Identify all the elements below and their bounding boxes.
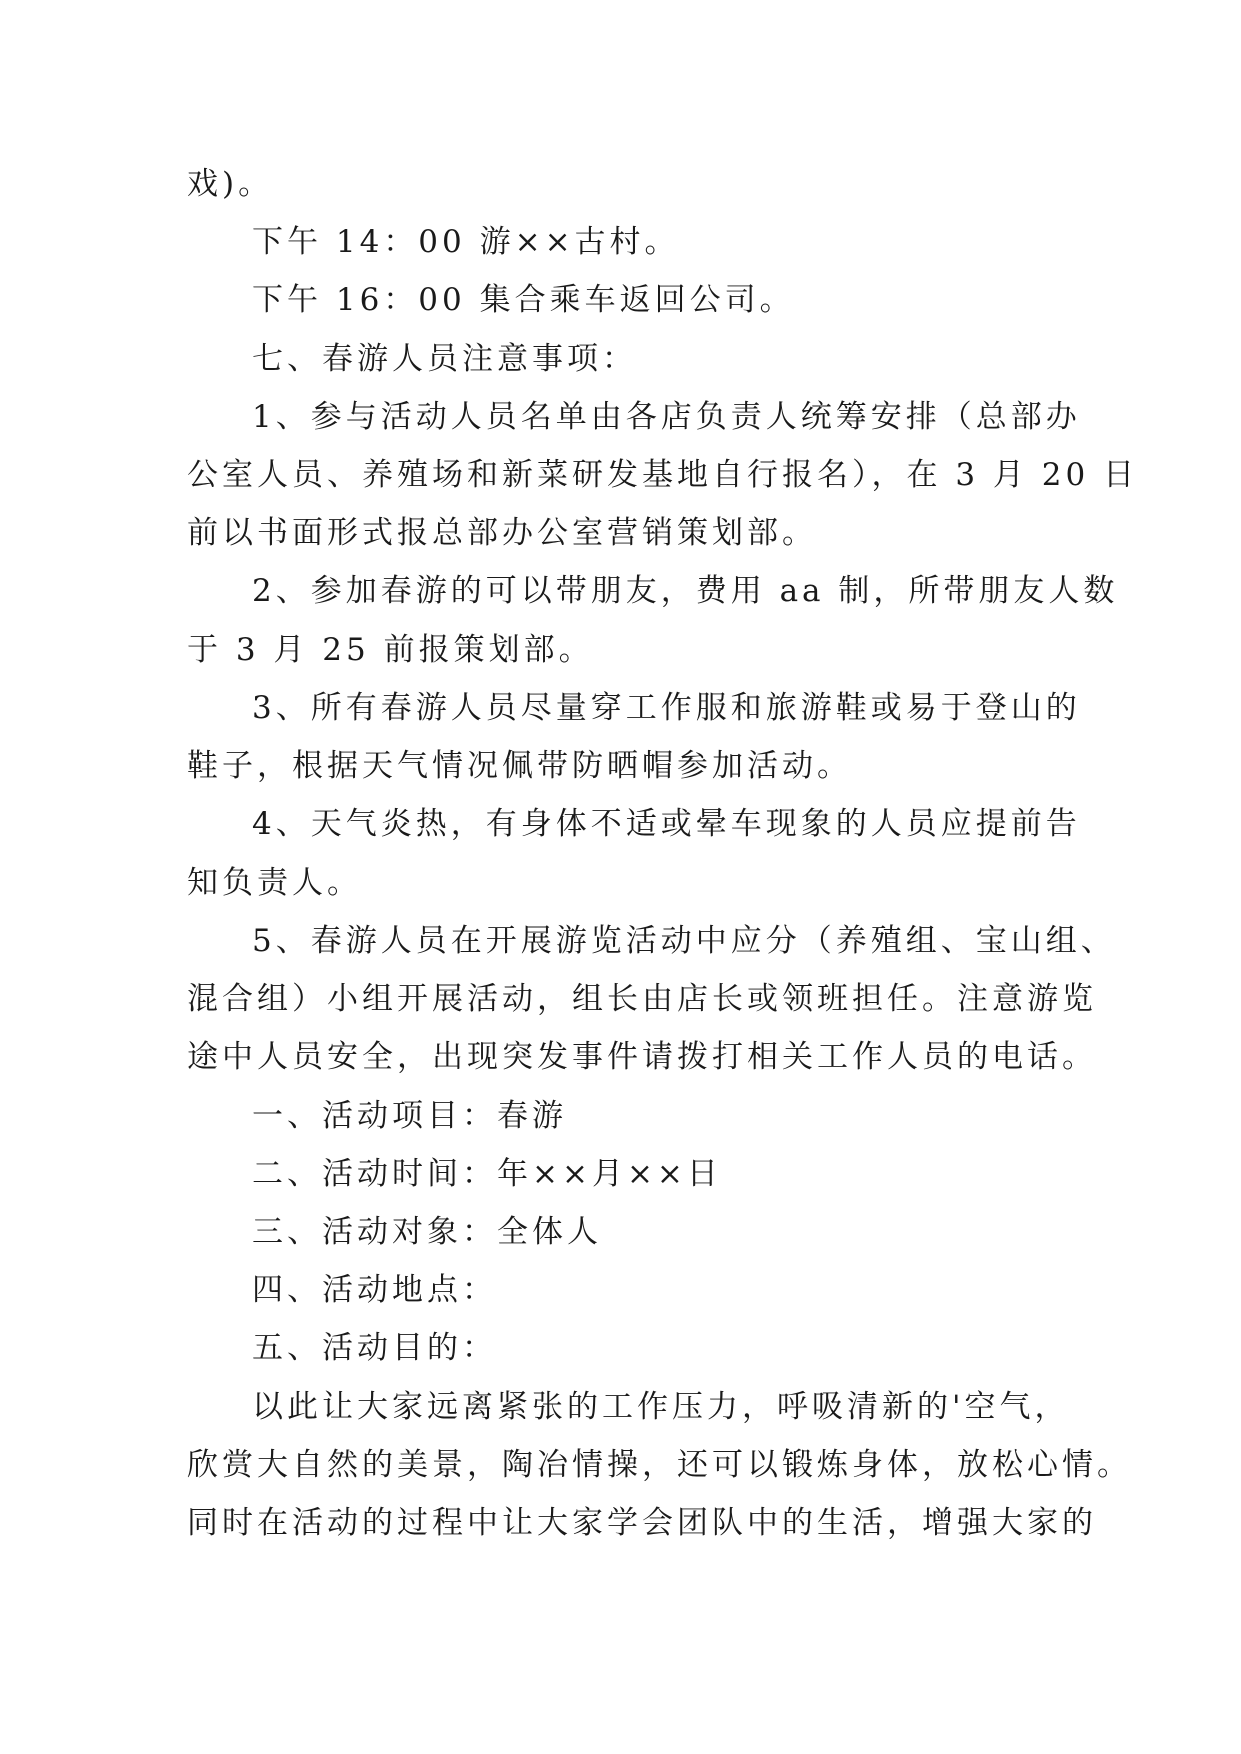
section-heading: 一、活动项目：春游 xyxy=(252,1098,567,1134)
text-line: 以此让大家远离紧张的工作压力，呼吸清新的'空气， xyxy=(252,1389,1070,1425)
section-heading: 三、活动对象：全体人 xyxy=(252,1214,602,1250)
text-line: 下午 16：00 集合乘车返回公司。 xyxy=(252,282,795,318)
text-line: 同时在活动的过程中让大家学会团队中的生活，增强大家的 xyxy=(187,1505,1097,1541)
text-line: 3、所有春游人员尽量穿工作服和旅游鞋或易于登山的 xyxy=(252,690,1081,726)
text-line: 5、春游人员在开展游览活动中应分（养殖组、宝山组、 xyxy=(252,923,1116,959)
text-line: 欣赏大自然的美景，陶冶情操，还可以锻炼身体，放松心情。 xyxy=(187,1447,1132,1483)
text-line: 混合组）小组开展活动，组长由店长或领班担任。注意游览 xyxy=(187,981,1097,1017)
text-line: 1、参与活动人员名单由各店负责人统筹安排（总部办 xyxy=(252,399,1081,435)
text-line: 鞋子，根据天气情况佩带防晒帽参加活动。 xyxy=(187,748,852,784)
text-line: 4、天气炎热，有身体不适或晕车现象的人员应提前告 xyxy=(252,806,1081,842)
text-line: 前以书面形式报总部办公室营销策划部。 xyxy=(187,515,817,551)
text-line: 知负责人。 xyxy=(187,865,362,901)
text-line: 途中人员安全，出现突发事件请拨打相关工作人员的电话。 xyxy=(187,1039,1097,1075)
text-line: 戏)。 xyxy=(187,166,274,202)
section-heading: 七、春游人员注意事项： xyxy=(252,341,637,377)
section-heading: 五、活动目的： xyxy=(252,1330,497,1366)
text-line: 下午 14：00 游××古村。 xyxy=(252,224,680,260)
section-heading: 二、活动时间：年××月××日 xyxy=(252,1156,722,1192)
section-heading: 四、活动地点： xyxy=(252,1272,497,1308)
text-line: 公室人员、养殖场和新菜研发基地自行报名），在 3 月 20 日 xyxy=(187,457,1139,493)
text-line: 于 3 月 25 前报策划部。 xyxy=(187,632,594,668)
text-line: 2、参加春游的可以带朋友，费用 aa 制，所带朋友人数 xyxy=(252,573,1119,609)
